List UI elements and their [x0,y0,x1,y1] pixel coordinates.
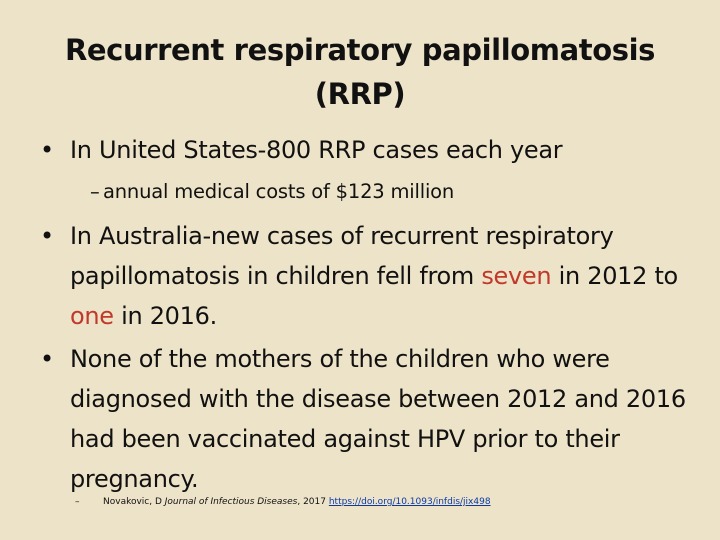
title-line-1: Recurrent respiratory papillomatosis [64,33,656,67]
bullet-text [70,216,692,336]
bullet-text-part: in 2016. [113,302,217,330]
bullet-us-cases [40,130,692,170]
sub-bullet-text: annual medical costs of $123 million [103,180,455,203]
footnote-citation [75,495,695,509]
highlight-seven: seven [481,262,552,290]
sub-bullet-medical-costs [90,176,680,208]
bullet-text-part: In Australia-new cases of recurrent respiratory papillomatosis in children fell from [70,222,614,290]
title-line-2: (RRP) [314,77,406,111]
sub-bullet-marker: – [90,180,100,203]
doi-link[interactable]: https://doi.org/10.1093/infdis/jix498 [328,497,491,507]
bullet-text-part: in 2012 to [551,262,678,290]
footnote-year: , 2017 [297,497,329,507]
bullet-text: In United States-800 RRP cases each year [70,136,563,164]
bullet-marker: • [40,136,54,164]
bullet-text: None of the mothers of the children who were diagnosed with the disease between 2012 and 2016 had been vaccinated against HPV prior to their pregnancy. [70,345,686,493]
bullet-mothers-vaccination [40,339,692,499]
highlight-one: one [70,302,114,330]
slide-title [40,28,680,116]
bullet-australia-cases [40,216,692,336]
footnote-dash: – [75,497,80,507]
footnote-author: Novakovic, D [103,497,165,507]
footnote-journal: Journal of Infectious Diseases [164,497,298,507]
bullet-marker: • [40,222,54,250]
bullet-marker: • [40,345,54,373]
footnote-text [103,495,491,509]
